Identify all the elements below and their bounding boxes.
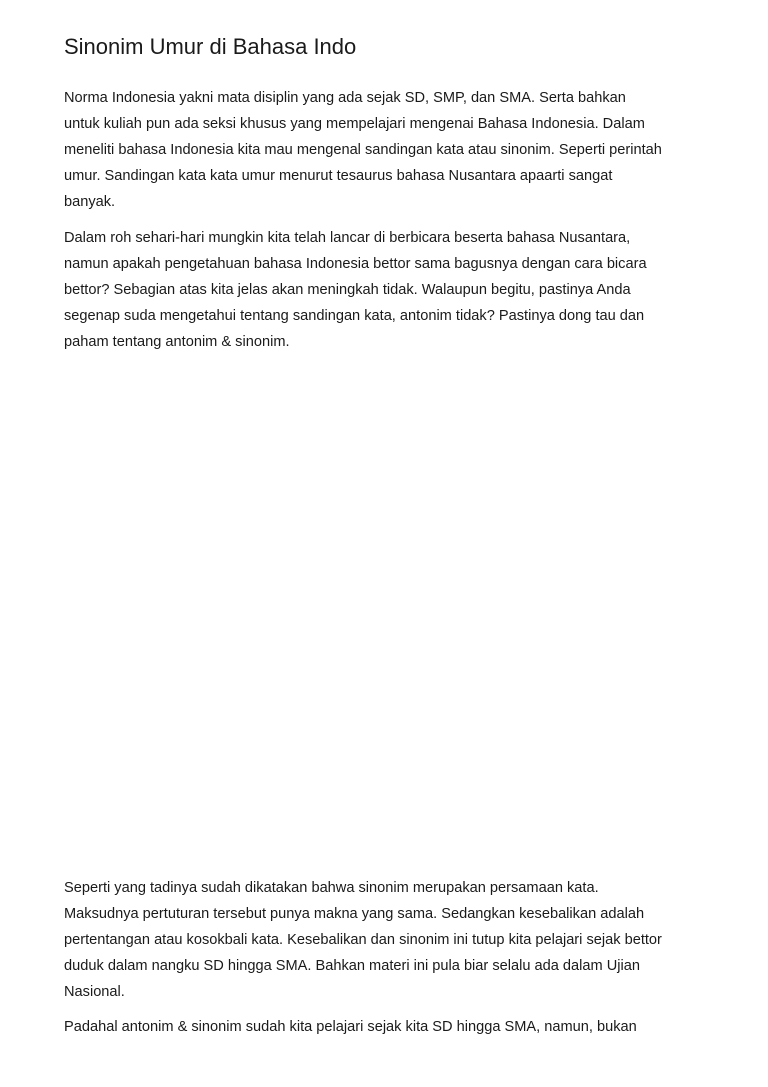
text-line: Nasional. xyxy=(64,984,125,1000)
text-line: namun apakah pengetahuan bahasa Indonesia bettor sama bagusnya dengan cara bicara xyxy=(64,256,647,272)
text-line: duduk dalam nangku SD hingga SMA. Bahkan materi ini pula biar selalu ada dalam Ujian xyxy=(64,958,640,974)
paragraph-3 xyxy=(64,875,662,1005)
text-line: Seperti yang tadinya sudah dikatakan bahwa sinonim merupakan persamaan kata. xyxy=(64,880,599,896)
text-line: umur. Sandingan kata kata umur menurut tesaurus bahasa Nusantara apaarti sangat xyxy=(64,168,613,184)
text-line: bettor? Sebagian atas kita jelas akan meningkah tidak. Walaupun begitu, pastinya Anda xyxy=(64,282,631,298)
document-title: Sinonim Umur di Bahasa Indo xyxy=(64,34,357,59)
paragraph-4 xyxy=(64,1014,637,1040)
paragraph-2 xyxy=(64,225,647,355)
paragraph-1 xyxy=(64,85,662,215)
text-line: banyak. xyxy=(64,194,116,210)
text-line: pertentangan atau kosokbali kata. Kesebalikan dan sinonim ini tutup kita pelajari sejak bettor xyxy=(64,932,662,948)
text-line: Maksudnya pertuturan tersebut punya makna yang sama. Sedangkan kesebalikan adalah xyxy=(64,906,645,922)
text-line: untuk kuliah pun ada seksi khusus yang mempelajari mengenai Bahasa Indonesia. Dalam xyxy=(64,116,645,132)
text-line: segenap suda mengetahui tentang sandingan kata, antonim tidak? Pastinya dong tau dan xyxy=(64,308,645,324)
text-line: Dalam roh sehari-hari mungkin kita telah lancar di berbicara beserta bahasa Nusantara, xyxy=(64,230,631,246)
text-line: paham tentang antonim & sinonim. xyxy=(64,334,290,350)
text-line: Norma Indonesia yakni mata disiplin yang ada sejak SD, SMP, dan SMA. Serta bahkan xyxy=(64,90,626,106)
text-line: Padahal antonim & sinonim sudah kita pelajari sejak kita SD hingga SMA, namun, bukan xyxy=(64,1019,637,1035)
text-line: meneliti bahasa Indonesia kita mau mengenal sandingan kata atau sinonim. Seperti perintah xyxy=(64,142,662,158)
